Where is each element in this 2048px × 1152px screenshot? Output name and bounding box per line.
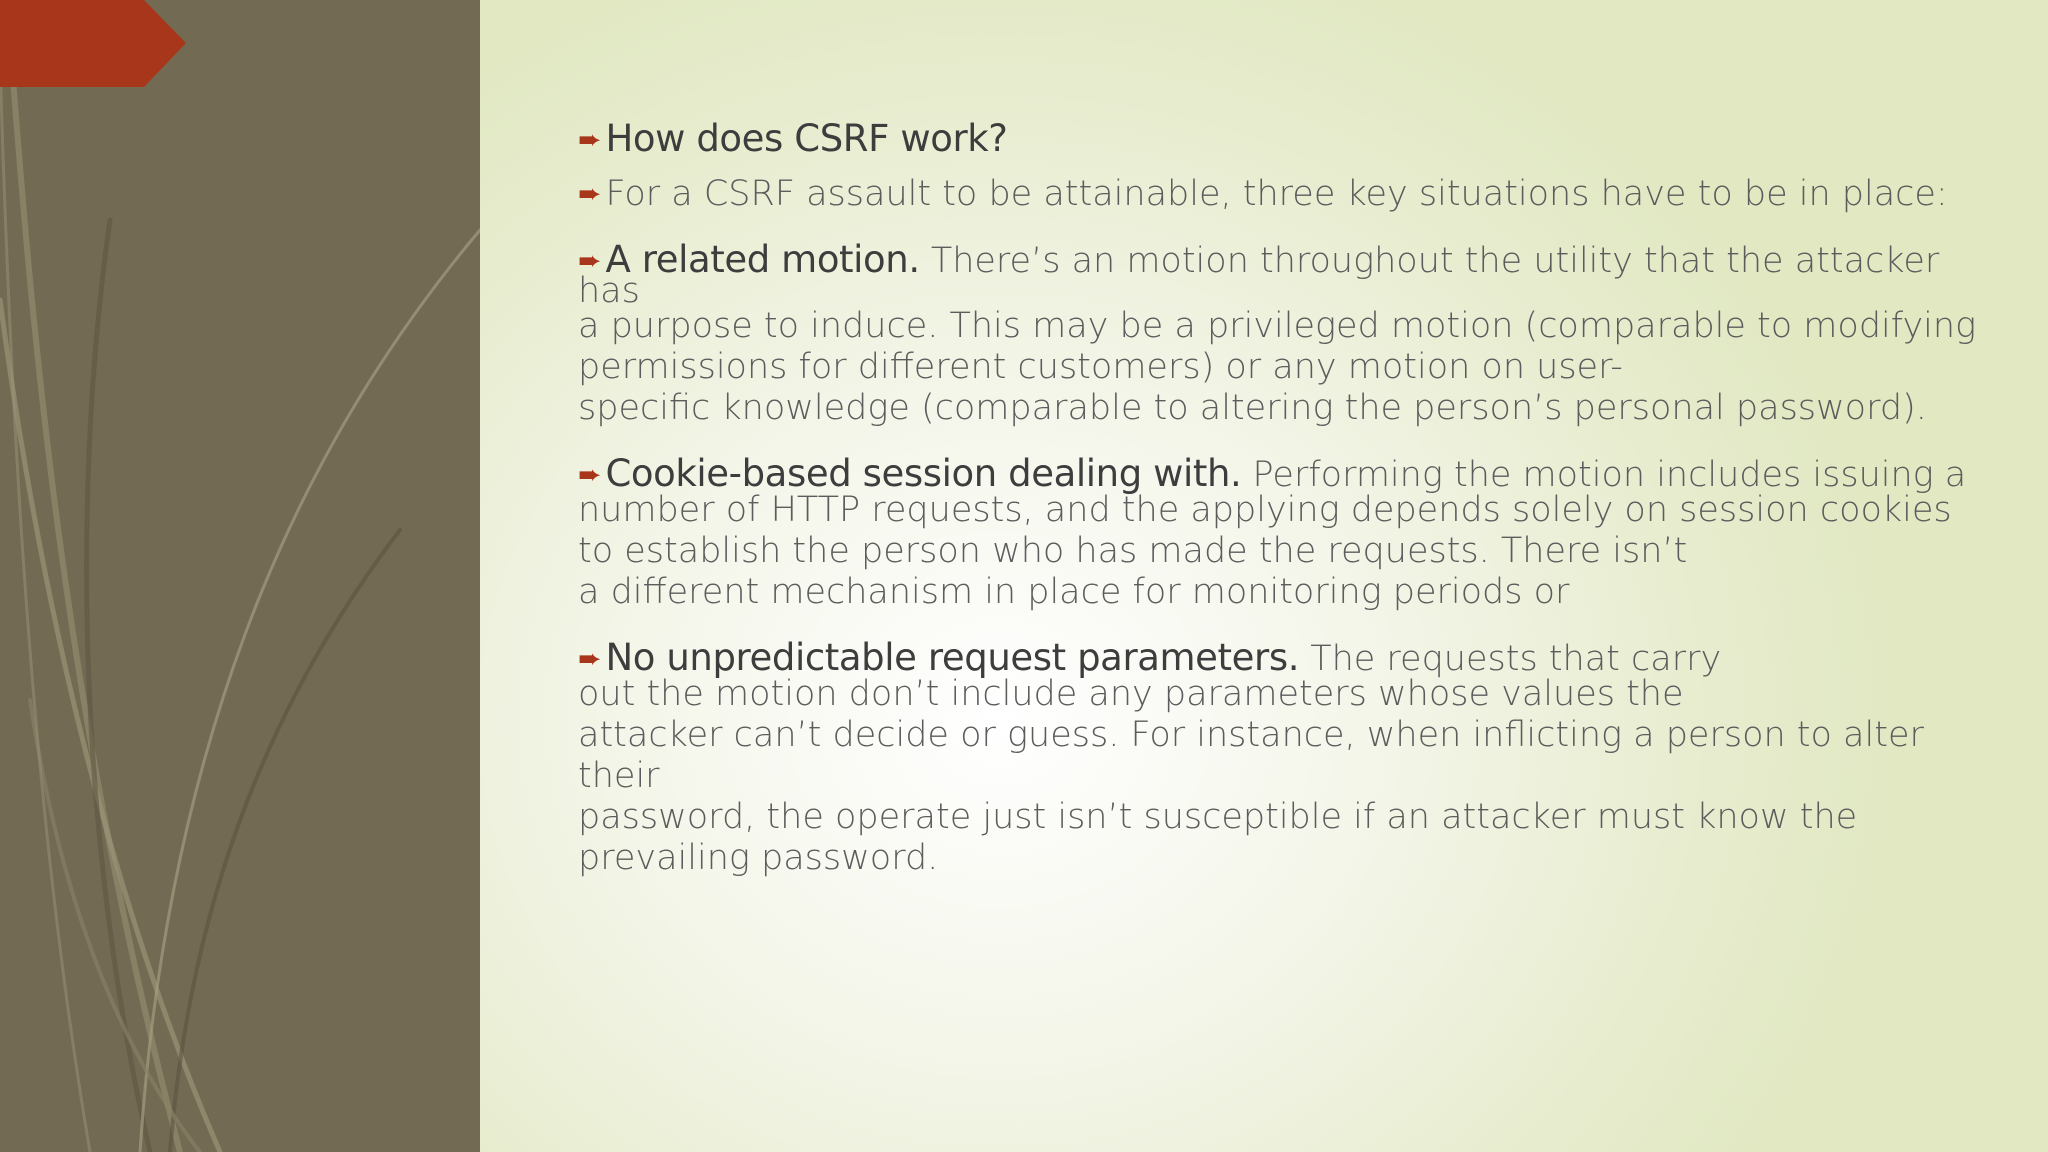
bullet-heading: A related motion. [605,238,920,281]
bullet-text-line: a purpose to induce. This may be a privileged motion (comparable to modifying [578,306,1977,346]
decorative-grass-strokes [0,0,480,1152]
bullet-text-line: out the motion don’t include any parameters whose values the [578,674,1684,714]
bullet-text-first: There’s an motion throughout the utility that the attacker has [578,241,1940,311]
bullet-heading: Cookie-based session dealing with. [605,452,1242,495]
bullet-item-cookie-session [578,452,1998,613]
bullet-text-line: password, the operate just isn’t susceptible if an attacker must know the [578,797,1858,837]
arrow-bullet-icon: ➨ [578,177,602,210]
slide-text-body [578,118,1998,879]
bullet-text-line: specific knowledge (comparable to altering the person’s personal password). [578,388,1927,428]
arrow-bullet-icon: ➨ [578,458,602,491]
arrow-bullet-icon: ➨ [578,244,602,277]
bullet-text-line: permissions for different customers) or any motion on user- [578,347,1623,387]
bullet-item-unpredictable-params [578,636,1998,879]
bullet-text-line: attacker can’t decide or guess. For instance, when inflicting a person to alter their [578,715,1924,796]
arrow-bullet-icon: ➨ [578,123,602,156]
bullet-item-how-csrf-works [578,118,1998,161]
bullet-text-line: number of HTTP requests, and the applying depends solely on session cookies [578,490,1952,530]
bullet-heading: How does CSRF work? [605,117,1008,160]
bullet-text-first: The requests that carry [1299,639,1722,679]
bullet-heading: No unpredictable request parameters. [605,636,1300,679]
bullet-text-line: prevailing password. [578,838,939,878]
left-decorative-panel [0,0,480,1152]
bullet-text-line: a different mechanism in place for monitoring periods or [578,572,1570,612]
bullet-item-related-motion [578,238,1998,429]
bullet-text: For a CSRF assault to be attainable, three key situations have to be in place: [605,174,1948,214]
bullet-text-first: Performing the motion includes issuing a [1241,455,1967,495]
arrow-bullet-icon: ➨ [578,642,602,675]
red-arrow-tab [0,0,186,87]
bullet-item-three-conditions [578,173,1998,215]
bullet-text-line: to establish the person who has made the requests. There isn’t [578,531,1688,571]
